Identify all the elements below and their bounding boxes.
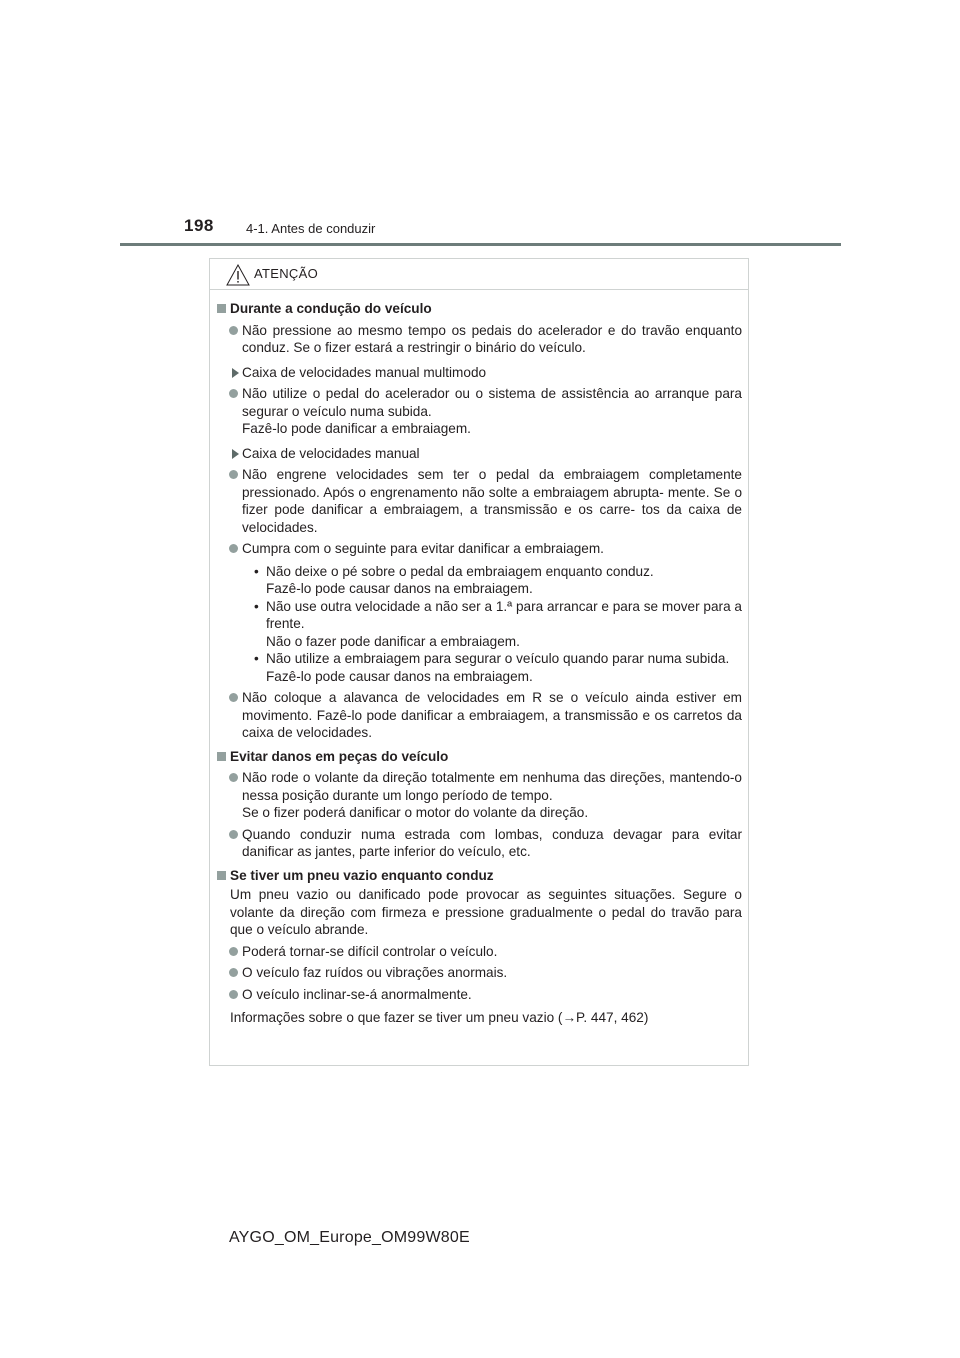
text-line: Se o fizer poderá danificar o motor do volante da direção. xyxy=(242,805,589,820)
heading-flat-tire: Se tiver um pneu vazio enquanto conduz xyxy=(216,867,742,885)
text-line: • Não use outra velocidade a não ser a 1.ª para arrancar e para se mover para a frente. xyxy=(266,598,742,631)
text-line: • Não utilize a embraiagem para segurar o veículo quando parar numa subida. xyxy=(266,651,730,666)
paragraph-flat-tire-info: Informações sobre o que fazer se tiver um pneu vazio (→P. 447, 462) xyxy=(230,1010,649,1025)
page-number: 198 xyxy=(184,216,214,235)
bullet-pedals: Não pressione ao mesmo tempo os pedais do acelerador e do travão enquanto conduz. Se o fizer estará a restringir o binário do veículo. xyxy=(216,322,742,357)
text-line: Não utilize o pedal do acelerador ou o sistema de assistência ao arranque para segurar o veículo numa subida. xyxy=(242,386,742,419)
sub-multimode-gearbox: Caixa de velocidades manual multimodo xyxy=(216,364,742,382)
warning-label: ATENÇÃO xyxy=(254,266,318,281)
bullet-noise-vibration: O veículo faz ruídos ou vibrações anormais. xyxy=(216,964,742,982)
document-code: AYGO_OM_Europe_OM99W80E xyxy=(229,1229,470,1246)
bullet-hard-control: Poderá tornar-se difícil controlar o veículo. xyxy=(216,943,742,961)
text-line: Fazê-lo pode causar danos na embraiagem. xyxy=(266,581,533,596)
header-rule xyxy=(120,243,841,246)
bullet-accelerator-hill xyxy=(216,385,742,438)
bullet-clutch-care: Cumpra com o seguinte para evitar danificar a embraiagem. xyxy=(216,540,742,558)
warning-box xyxy=(209,258,749,1066)
heading-driving: Durante a condução do veículo xyxy=(216,300,742,318)
sub-manual-gearbox: Caixa de velocidades manual xyxy=(216,445,742,463)
bullet-reverse: Não coloque a alavanca de velocidades em R se o veículo ainda estiver em movimento. Fazê-lo pode danificar a embraiagem, a transmissão e os carretos da caixa de velocidades. xyxy=(216,689,742,742)
text-line: • Não deixe o pé sobre o pedal da embraiagem enquanto conduz. xyxy=(266,563,654,579)
section-title: 4-1. Antes de conduzir xyxy=(246,221,376,236)
text-line: Não o fazer pode danificar a embraiagem. xyxy=(266,633,520,649)
warning-header xyxy=(210,259,748,290)
dot-list xyxy=(216,563,742,686)
heading-avoid-damage: Evitar danos em peças do veículo xyxy=(216,748,742,766)
text-line: Fazê-lo pode danificar a embraiagem. xyxy=(242,421,471,436)
bullet-clutch-engage: Não engrene velocidades sem ter o pedal da embraiagem completamente pressionado. Após o engrenamento não solte a embraiagem abrupta- mente. Se o fizer pode danificar a embraiagem, a transmissão e os carre- tos da caixa de velocidades. xyxy=(216,466,742,536)
text-line: Fazê-lo pode causar danos na embraiagem. xyxy=(266,668,533,684)
bullet-steering xyxy=(216,769,742,822)
bullet-lean: O veículo inclinar-se-á anormalmente. xyxy=(216,986,742,1004)
dot-item xyxy=(254,598,742,651)
bullet-bumpy-road: Quando conduzir numa estrada com lombas, conduza devagar para evitar danificar as jantes, parte inferior do veículo, etc. xyxy=(216,826,742,861)
text-line: Não rode o volante da direção totalmente em nenhuma das direções, mantendo-o nessa posição durante um longo período de tempo. xyxy=(242,770,742,803)
dot-item xyxy=(254,563,742,598)
paragraph-flat-tire-intro: Um pneu vazio ou danificado pode provocar as seguintes situações. Segure o volante da direção com firmeza e pressione gradualmente o pedal do travão para que o veículo abrande. xyxy=(230,887,742,937)
warning-triangle-icon xyxy=(226,264,250,286)
dot-item xyxy=(254,650,742,685)
warning-content xyxy=(210,290,748,1027)
